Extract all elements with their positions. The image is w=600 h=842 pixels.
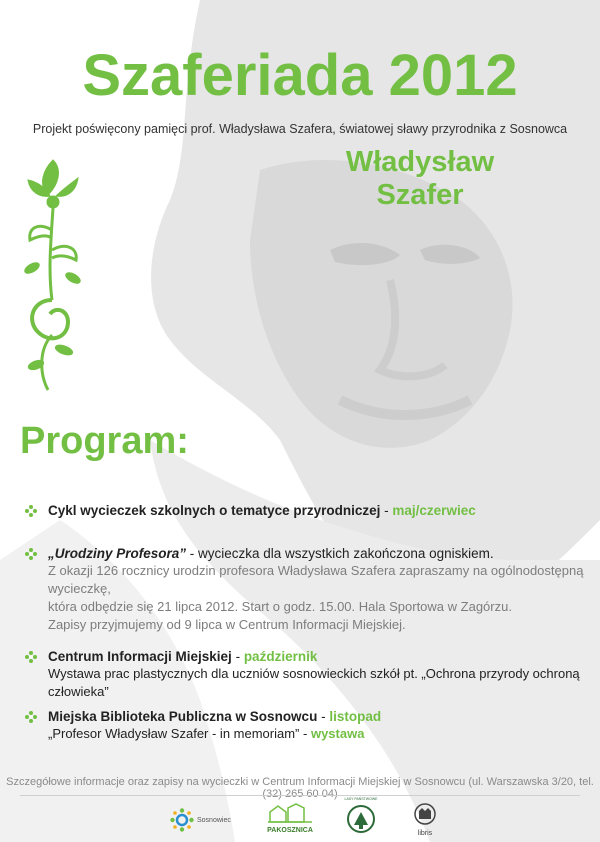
program-item: [24, 648, 584, 701]
item-separator: -: [299, 726, 311, 741]
item-detail-line: Wystawa prac plastycznych dla uczniów sosnowieckich szkół pt. „Ochrona przyrody ochroną człowieka”: [48, 666, 580, 699]
exhibition-tag: wystawa: [310, 726, 365, 741]
floral-ornament: [18, 150, 88, 400]
sosnowiec-logo-icon: [170, 808, 194, 832]
program-item: [24, 502, 584, 519]
program-item: [24, 708, 584, 743]
poster-title: Szaferiada 2012: [82, 43, 518, 108]
item-separator: -: [380, 503, 393, 518]
logo-sosnowiec: [170, 806, 230, 834]
logo-lasy-panstwowe: [344, 797, 378, 834]
item-description: - wycieczka dla wszystkich zakończona ogniskiem.: [186, 546, 494, 561]
item-separator: -: [317, 709, 330, 724]
lasy-panstwowe-logo-text: LASY PAŃSTWOWE: [344, 797, 378, 801]
poster-subtitle: Projekt poświęcony pamięci prof. Władysława Szafera, światowej sławy przyrodnika z Sosnowca: [32, 122, 568, 136]
exhibition-title: „Profesor Władysław Szafer - in memoriam”: [48, 726, 300, 741]
item-title: Miejska Biblioteka Publiczna w Sosnowcu: [48, 709, 318, 724]
item-date: listopad: [329, 709, 382, 724]
honoree-name: Władysław Szafer: [345, 146, 495, 211]
sponsor-logos: [170, 797, 460, 837]
program-heading: Program:: [20, 420, 189, 462]
item-title: Centrum Informacji Miejskiej: [48, 649, 232, 664]
logo-pakosznica: [266, 802, 314, 836]
item-date: październik: [243, 649, 318, 664]
pakosznica-logo-text: PAKOSZNICA: [267, 827, 313, 834]
lasy-panstwowe-logo-icon: [346, 804, 376, 834]
item-detail-line: Z okazji 126 rocznicy urodzin profesora Władysława Szafera zapraszamy na ogólnodostępną wycieczkę,: [48, 563, 584, 596]
flower-bullet-icon: [24, 504, 38, 518]
footer-info: Szczegółowe informacje oraz zapisy na wycieczki w Centrum Informacji Miejskiej w Sosnowcu (ul. Warszawska 3/20, tel. (32) 265 60 04): [6, 776, 594, 800]
program-item: [24, 545, 584, 634]
sosnowiec-logo-text: Sosnowiec: [197, 817, 231, 824]
flower-bullet-icon: [24, 650, 38, 664]
item-separator: -: [231, 649, 244, 664]
libris-logo-icon: [408, 802, 442, 826]
flower-bullet-icon: [24, 710, 38, 724]
item-title: „Urodziny Profesora”: [48, 546, 187, 561]
pakosznica-logo-icon: [266, 802, 314, 824]
item-detail-line: która odbędzie się 21 lipca 2012. Start o godz. 15.00. Hala Sportowa w Zagórzu.: [48, 599, 512, 614]
libris-logo-text: libris: [417, 830, 433, 837]
item-title: Cykl wycieczek szkolnych o tematyce przyrodniczej: [48, 503, 381, 518]
item-date: maj/czerwiec: [392, 503, 476, 518]
flower-bullet-icon: [24, 547, 38, 561]
logo-libris: [408, 802, 442, 836]
item-detail-line: Zapisy przyjmujemy od 9 lipca w Centrum Informacji Miejskiej.: [48, 617, 406, 632]
item-detail-line: [24, 725, 584, 743]
footer-divider: [20, 795, 580, 796]
